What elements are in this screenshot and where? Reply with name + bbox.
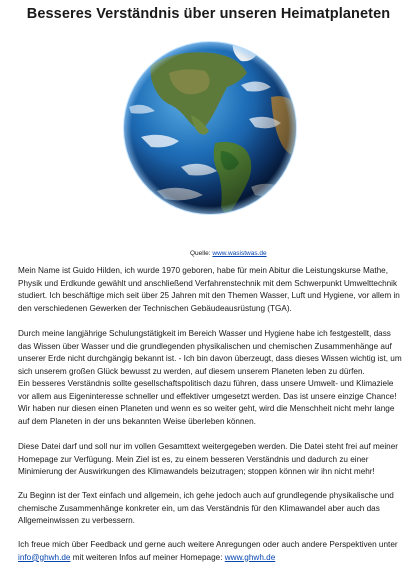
- paragraph: Durch meine langjährige Schulungstätigkeit im Bereich Wasser und Hygiene habe ich festgestellt, dass das Wissen über Wasser und die grundlegenden physikalischen und chemischen Zusammenhänge auf unserer Erde nicht durchgängig bekannt ist. - Ich bin davon überzeugt, dass dieses Wissen wichtig ist, um sich unserem großen Glück bewusst zu werden, auf diesem unserem Planeten leben zu dürfen.: [18, 329, 402, 376]
- closing-text-middle: mit weiteren Infos auf meiner Homepage:: [70, 552, 225, 562]
- earth-image: [121, 27, 299, 232]
- paragraph: Mein Name ist Guido Hilden, ich wurde 1970 geboren, habe für mein Abitur die Leistungskurse Mathe, Physik und Erdkunde gewählt und anschließend Verfahrenstechnik mit dem Schwerpunkt Umwelttechnik studiert. Ich beschäftige mich seit über 25 Jahren mit den Themen Wasser, Luft und Hygiene, vor allem in den verschiedenen Gewerken der Technischen Gebäudeausrüstung (TGA).: [18, 266, 400, 313]
- paragraph: Ein besseres Verständnis sollte gesellschaftspolitisch dazu führen, dass unsere Umwelt- und Klimaziele vor allem aus Eigeninteresse schneller und effektiver umgesetzt werden. Das ist unsere einzige Chance! Wir haben nur diesen einen Planeten und wenn es so weiter geht, wird die Menschheit nicht mehr lange auf dem Planeten in der uns bekannten Weise überleben können.: [18, 379, 397, 426]
- closing-paragraph: [18, 539, 404, 564]
- image-credit-label: Quelle:: [190, 250, 211, 257]
- paragraph: Diese Datei darf und soll nur im vollen Gesamttext weitergegeben werden. Die Datei steht frei auf meiner Homepage zur Verfügung. Mein Ziel ist es, zu einem besseren Verständnis und dadurch zu einer Minimierung der Auswirkungen des Klimawandels beizutragen; stoppen können wir ihn nicht mehr!: [18, 442, 398, 477]
- image-credit-link[interactable]: www.wasistwas.de: [212, 250, 267, 257]
- page-title: Besseres Verständnis über unseren Heimatplaneten: [26, 6, 391, 22]
- email-link[interactable]: info@ghwh.de: [18, 552, 71, 562]
- image-credit: [190, 250, 267, 257]
- paragraph: Zu Beginn ist der Text einfach und allgemein, ich gehe jedoch auch auf grundlegende physikalische und chemische Zusammenhänge konkreter ein, um das Verständnis für den Klimawandel aber auch das Allgemeinwissen zu verbessern.: [18, 491, 394, 526]
- closing-text-start: Ich freue mich über Feedback und gerne auch weitere Anregungen oder auch andere Perspektiven unter: [18, 540, 398, 549]
- homepage-link[interactable]: www.ghwh.de: [224, 552, 276, 562]
